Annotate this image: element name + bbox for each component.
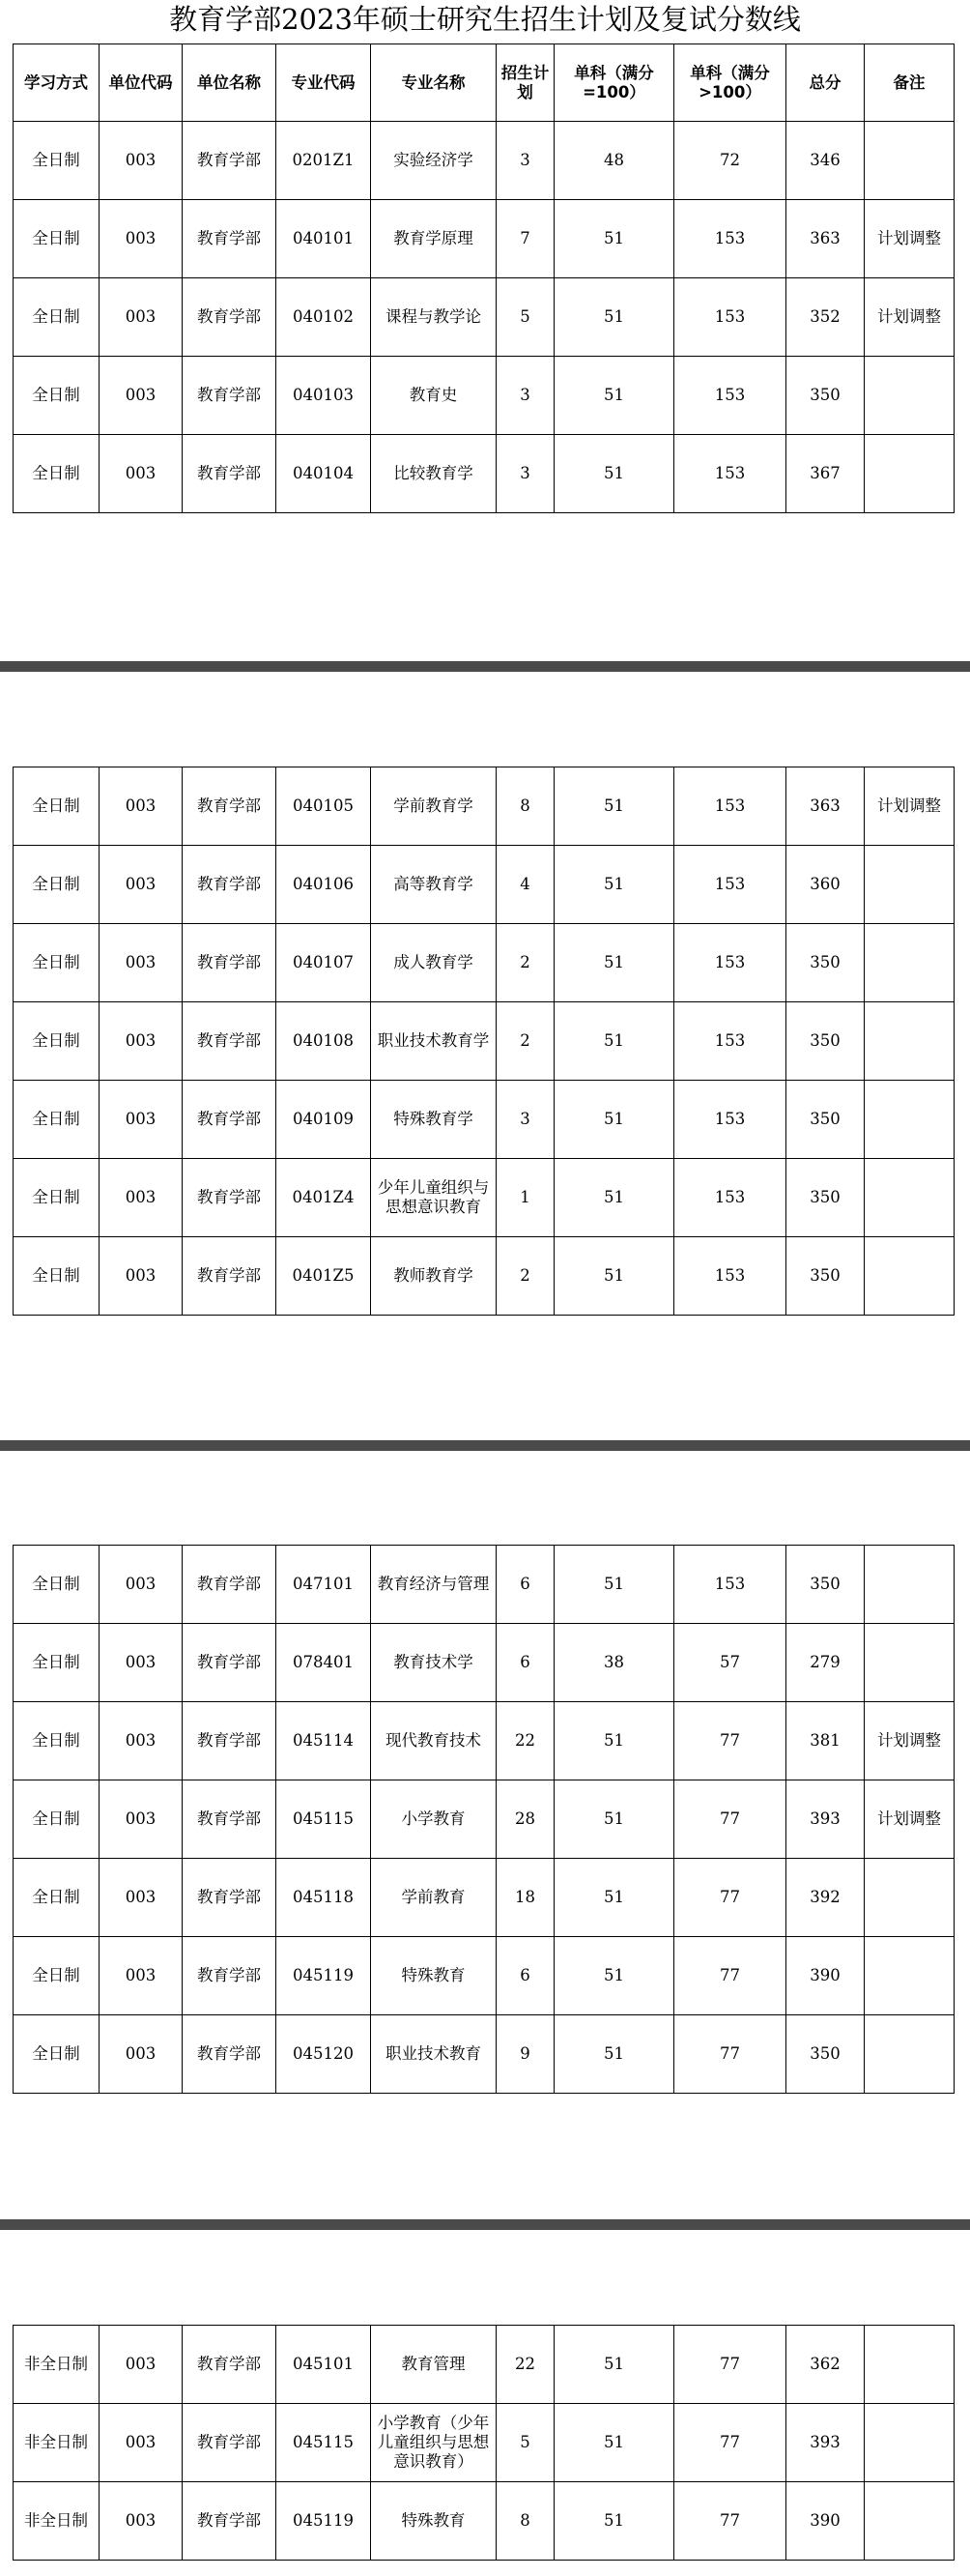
cell-unit-code: 003: [100, 767, 183, 846]
cell-remarks: 计划调整: [865, 278, 955, 357]
cell-major-name: 职业技术教育学: [371, 1002, 497, 1081]
cell-enrollment-plan: 3: [497, 357, 555, 435]
cell-study-mode: 非全日制: [14, 2482, 100, 2561]
cell-unit-code: 003: [100, 2482, 183, 2561]
cell-study-mode: 全日制: [14, 435, 100, 513]
cell-major-name: 特殊教育: [371, 1937, 497, 2015]
header-single-subject-100: 单科（满分=100）: [555, 44, 674, 122]
table-row: [14, 278, 955, 357]
table-row: [14, 2482, 955, 2561]
cell-unit-name: 教育学部: [183, 2015, 276, 2094]
cell-unit-code: 003: [100, 1937, 183, 2015]
cell-single-subject-over-100: 153: [674, 200, 786, 278]
cell-unit-code: 003: [100, 435, 183, 513]
cell-total-score: 363: [786, 767, 865, 846]
table-row: [14, 1002, 955, 1081]
cell-unit-name: 教育学部: [183, 2404, 276, 2482]
cell-unit-name: 教育学部: [183, 1859, 276, 1937]
header-major-name: 专业名称: [371, 44, 497, 122]
cell-total-score: 346: [786, 122, 865, 200]
cell-remarks: [865, 2404, 955, 2482]
cell-major-name: 小学教育（少年儿童组织与思想意识教育）: [371, 2404, 497, 2482]
cell-unit-name: 教育学部: [183, 1546, 276, 1624]
cell-study-mode: 全日制: [14, 2015, 100, 2094]
cell-enrollment-plan: 18: [497, 1859, 555, 1937]
cell-single-subject-100: 51: [555, 1780, 674, 1859]
cell-enrollment-plan: 1: [497, 1159, 555, 1237]
cell-remarks: [865, 1859, 955, 1937]
cell-major-name: 少年儿童组织与思想意识教育: [371, 1159, 497, 1237]
table-row: [14, 357, 955, 435]
table-row: [14, 200, 955, 278]
cell-unit-name: 教育学部: [183, 1002, 276, 1081]
cell-study-mode: 全日制: [14, 846, 100, 924]
cell-unit-code: 003: [100, 1780, 183, 1859]
cell-study-mode: 全日制: [14, 1702, 100, 1780]
cell-major-code: 045101: [276, 2326, 371, 2404]
cell-study-mode: 非全日制: [14, 2404, 100, 2482]
cell-remarks: [865, 1546, 955, 1624]
cell-enrollment-plan: 8: [497, 767, 555, 846]
cell-unit-code: 003: [100, 1002, 183, 1081]
cell-major-name: 教育学原理: [371, 200, 497, 278]
cell-study-mode: 全日制: [14, 1237, 100, 1316]
table-row: [14, 2015, 955, 2094]
cell-single-subject-over-100: 153: [674, 846, 786, 924]
cell-single-subject-100: 51: [555, 1081, 674, 1159]
header-major-code: 专业代码: [276, 44, 371, 122]
table-row: [14, 846, 955, 924]
cell-total-score: 352: [786, 278, 865, 357]
cell-total-score: 350: [786, 357, 865, 435]
page-title: 教育学部2023年硕士研究生招生计划及复试分数线: [169, 3, 801, 36]
cell-single-subject-over-100: 153: [674, 278, 786, 357]
cell-major-name: 比较教育学: [371, 435, 497, 513]
cell-study-mode: 全日制: [14, 278, 100, 357]
page-separator: [0, 1440, 970, 1451]
cell-total-score: 350: [786, 1546, 865, 1624]
cell-single-subject-100: 51: [555, 1859, 674, 1937]
cell-major-code: 040101: [276, 200, 371, 278]
cell-unit-name: 教育学部: [183, 1159, 276, 1237]
cell-single-subject-over-100: 153: [674, 767, 786, 846]
cell-single-subject-100: 51: [555, 924, 674, 1002]
header-unit-name: 单位名称: [183, 44, 276, 122]
table-row: [14, 1546, 955, 1624]
cell-unit-code: 003: [100, 1859, 183, 1937]
admission-table-page-3: [13, 1545, 955, 2094]
table-row: [14, 1937, 955, 2015]
cell-single-subject-over-100: 153: [674, 924, 786, 1002]
table-row: [14, 1859, 955, 1937]
cell-remarks: [865, 435, 955, 513]
cell-single-subject-over-100: 153: [674, 357, 786, 435]
cell-unit-code: 003: [100, 2015, 183, 2094]
cell-single-subject-over-100: 77: [674, 1702, 786, 1780]
cell-unit-code: 003: [100, 1546, 183, 1624]
cell-single-subject-100: 51: [555, 435, 674, 513]
cell-remarks: 计划调整: [865, 767, 955, 846]
cell-unit-name: 教育学部: [183, 1780, 276, 1859]
cell-remarks: [865, 2326, 955, 2404]
header-total-score: 总分: [786, 44, 865, 122]
cell-remarks: 计划调整: [865, 1702, 955, 1780]
cell-major-code: 0401Z5: [276, 1237, 371, 1316]
cell-major-name: 现代教育技术: [371, 1702, 497, 1780]
cell-total-score: 363: [786, 200, 865, 278]
header-single-subject-over-100: 单科（满分>100）: [674, 44, 786, 122]
cell-enrollment-plan: 4: [497, 846, 555, 924]
cell-single-subject-over-100: 77: [674, 2015, 786, 2094]
cell-enrollment-plan: 6: [497, 1624, 555, 1702]
cell-enrollment-plan: 6: [497, 1937, 555, 2015]
cell-total-score: 393: [786, 2404, 865, 2482]
cell-major-name: 教育经济与管理: [371, 1546, 497, 1624]
cell-enrollment-plan: 3: [497, 122, 555, 200]
cell-major-code: 045120: [276, 2015, 371, 2094]
table-row: [14, 767, 955, 846]
cell-unit-code: 003: [100, 200, 183, 278]
table-row: [14, 1237, 955, 1316]
cell-unit-name: 教育学部: [183, 1624, 276, 1702]
cell-total-score: 381: [786, 1702, 865, 1780]
cell-unit-name: 教育学部: [183, 2482, 276, 2561]
cell-study-mode: 全日制: [14, 1002, 100, 1081]
cell-single-subject-over-100: 77: [674, 2482, 786, 2561]
cell-major-name: 教育史: [371, 357, 497, 435]
table-row: [14, 1780, 955, 1859]
cell-major-code: 045119: [276, 1937, 371, 2015]
cell-remarks: [865, 846, 955, 924]
cell-unit-name: 教育学部: [183, 846, 276, 924]
cell-single-subject-over-100: 72: [674, 122, 786, 200]
cell-unit-name: 教育学部: [183, 1937, 276, 2015]
cell-unit-name: 教育学部: [183, 122, 276, 200]
cell-major-code: 040103: [276, 357, 371, 435]
cell-total-score: 393: [786, 1780, 865, 1859]
cell-single-subject-100: 51: [555, 1159, 674, 1237]
header-enrollment-plan: 招生计划: [497, 44, 555, 122]
cell-enrollment-plan: 9: [497, 2015, 555, 2094]
cell-major-name: 教育技术学: [371, 1624, 497, 1702]
cell-study-mode: 全日制: [14, 1546, 100, 1624]
cell-remarks: [865, 1624, 955, 1702]
cell-major-name: 特殊教育: [371, 2482, 497, 2561]
cell-major-code: 040108: [276, 1002, 371, 1081]
cell-study-mode: 全日制: [14, 1937, 100, 2015]
cell-enrollment-plan: 7: [497, 200, 555, 278]
cell-major-name: 教育管理: [371, 2326, 497, 2404]
cell-single-subject-over-100: 153: [674, 1546, 786, 1624]
table-header-row: [14, 44, 955, 122]
cell-remarks: [865, 2015, 955, 2094]
cell-unit-name: 教育学部: [183, 924, 276, 1002]
cell-remarks: [865, 1081, 955, 1159]
cell-unit-code: 003: [100, 357, 183, 435]
admission-table-page-1: [13, 43, 955, 513]
table-row: [14, 435, 955, 513]
cell-single-subject-over-100: 153: [674, 1237, 786, 1316]
cell-major-code: 045114: [276, 1702, 371, 1780]
cell-unit-name: 教育学部: [183, 767, 276, 846]
cell-study-mode: 全日制: [14, 1081, 100, 1159]
cell-unit-name: 教育学部: [183, 357, 276, 435]
cell-total-score: 360: [786, 846, 865, 924]
cell-single-subject-100: 51: [555, 278, 674, 357]
cell-single-subject-100: 51: [555, 2482, 674, 2561]
cell-total-score: 350: [786, 1002, 865, 1081]
table-row: [14, 122, 955, 200]
cell-single-subject-100: 51: [555, 767, 674, 846]
cell-single-subject-100: 51: [555, 1002, 674, 1081]
cell-major-name: 学前教育: [371, 1859, 497, 1937]
cell-unit-code: 003: [100, 1159, 183, 1237]
header-unit-code: 单位代码: [100, 44, 183, 122]
cell-remarks: [865, 924, 955, 1002]
cell-unit-code: 003: [100, 924, 183, 1002]
cell-remarks: [865, 357, 955, 435]
cell-single-subject-100: 51: [555, 2404, 674, 2482]
cell-major-name: 成人教育学: [371, 924, 497, 1002]
cell-single-subject-100: 51: [555, 846, 674, 924]
cell-enrollment-plan: 28: [497, 1780, 555, 1859]
cell-remarks: [865, 2482, 955, 2561]
cell-single-subject-over-100: 77: [674, 1937, 786, 2015]
cell-major-name: 教师教育学: [371, 1237, 497, 1316]
cell-major-code: 0201Z1: [276, 122, 371, 200]
table-row: [14, 1159, 955, 1237]
table-row: [14, 1702, 955, 1780]
cell-major-code: 040106: [276, 846, 371, 924]
cell-single-subject-100: 48: [555, 122, 674, 200]
cell-unit-code: 003: [100, 1624, 183, 1702]
table-row: [14, 924, 955, 1002]
cell-single-subject-100: 51: [555, 2326, 674, 2404]
cell-major-code: 045115: [276, 2404, 371, 2482]
cell-major-code: 040109: [276, 1081, 371, 1159]
cell-single-subject-over-100: 153: [674, 1002, 786, 1081]
cell-single-subject-100: 51: [555, 357, 674, 435]
cell-single-subject-100: 51: [555, 1237, 674, 1316]
cell-major-code: 040104: [276, 435, 371, 513]
cell-total-score: 350: [786, 1159, 865, 1237]
header-study-mode: 学习方式: [14, 44, 100, 122]
cell-single-subject-100: 51: [555, 1546, 674, 1624]
cell-major-code: 045118: [276, 1859, 371, 1937]
cell-study-mode: 全日制: [14, 122, 100, 200]
cell-single-subject-over-100: 77: [674, 1859, 786, 1937]
cell-study-mode: 非全日制: [14, 2326, 100, 2404]
cell-major-code: 045119: [276, 2482, 371, 2561]
cell-major-code: 047101: [276, 1546, 371, 1624]
cell-enrollment-plan: 6: [497, 1546, 555, 1624]
cell-enrollment-plan: 2: [497, 1237, 555, 1316]
cell-unit-code: 003: [100, 122, 183, 200]
cell-unit-code: 003: [100, 1081, 183, 1159]
admission-table-page-4: [13, 2325, 955, 2561]
cell-major-name: 学前教育学: [371, 767, 497, 846]
cell-unit-code: 003: [100, 278, 183, 357]
cell-unit-code: 003: [100, 846, 183, 924]
cell-enrollment-plan: 22: [497, 1702, 555, 1780]
cell-remarks: [865, 1237, 955, 1316]
cell-remarks: [865, 1159, 955, 1237]
cell-single-subject-100: 51: [555, 1702, 674, 1780]
cell-enrollment-plan: 3: [497, 435, 555, 513]
cell-study-mode: 全日制: [14, 1624, 100, 1702]
cell-total-score: 390: [786, 2482, 865, 2561]
cell-major-code: 040105: [276, 767, 371, 846]
header-remarks: 备注: [865, 44, 955, 122]
table-row: [14, 2326, 955, 2404]
cell-enrollment-plan: 5: [497, 2404, 555, 2482]
cell-single-subject-over-100: 153: [674, 1081, 786, 1159]
cell-total-score: 362: [786, 2326, 865, 2404]
cell-unit-name: 教育学部: [183, 200, 276, 278]
cell-major-name: 实验经济学: [371, 122, 497, 200]
cell-single-subject-100: 51: [555, 2015, 674, 2094]
admission-table-page-2: [13, 767, 955, 1316]
cell-single-subject-100: 38: [555, 1624, 674, 1702]
cell-enrollment-plan: 2: [497, 1002, 555, 1081]
cell-total-score: 350: [786, 1237, 865, 1316]
cell-major-code: 040107: [276, 924, 371, 1002]
cell-study-mode: 全日制: [14, 1780, 100, 1859]
cell-major-name: 高等教育学: [371, 846, 497, 924]
cell-single-subject-100: 51: [555, 1937, 674, 2015]
cell-study-mode: 全日制: [14, 357, 100, 435]
page-separator: [0, 661, 970, 672]
cell-major-code: 040102: [276, 278, 371, 357]
cell-single-subject-100: 51: [555, 200, 674, 278]
cell-study-mode: 全日制: [14, 924, 100, 1002]
cell-major-code: 078401: [276, 1624, 371, 1702]
cell-study-mode: 全日制: [14, 767, 100, 846]
cell-unit-code: 003: [100, 2404, 183, 2482]
cell-remarks: [865, 122, 955, 200]
cell-study-mode: 全日制: [14, 1859, 100, 1937]
cell-enrollment-plan: 22: [497, 2326, 555, 2404]
page-separator: [0, 2219, 970, 2230]
cell-total-score: 350: [786, 924, 865, 1002]
cell-enrollment-plan: 2: [497, 924, 555, 1002]
table-row: [14, 1081, 955, 1159]
cell-remarks: [865, 1937, 955, 2015]
cell-unit-name: 教育学部: [183, 1237, 276, 1316]
cell-single-subject-over-100: 57: [674, 1624, 786, 1702]
table-row: [14, 1624, 955, 1702]
cell-unit-name: 教育学部: [183, 1702, 276, 1780]
cell-single-subject-over-100: 77: [674, 1780, 786, 1859]
cell-study-mode: 全日制: [14, 1159, 100, 1237]
table-row: [14, 2404, 955, 2482]
cell-major-code: 0401Z4: [276, 1159, 371, 1237]
cell-major-name: 小学教育: [371, 1780, 497, 1859]
cell-single-subject-over-100: 153: [674, 1159, 786, 1237]
cell-total-score: 350: [786, 1081, 865, 1159]
cell-major-name: 课程与教学论: [371, 278, 497, 357]
cell-total-score: 350: [786, 2015, 865, 2094]
cell-unit-name: 教育学部: [183, 278, 276, 357]
cell-major-name: 职业技术教育: [371, 2015, 497, 2094]
cell-total-score: 390: [786, 1937, 865, 2015]
cell-unit-code: 003: [100, 1237, 183, 1316]
cell-major-name: 特殊教育学: [371, 1081, 497, 1159]
cell-study-mode: 全日制: [14, 200, 100, 278]
cell-unit-code: 003: [100, 2326, 183, 2404]
cell-unit-code: 003: [100, 1702, 183, 1780]
cell-total-score: 392: [786, 1859, 865, 1937]
cell-total-score: 367: [786, 435, 865, 513]
cell-unit-name: 教育学部: [183, 435, 276, 513]
cell-total-score: 279: [786, 1624, 865, 1702]
cell-unit-name: 教育学部: [183, 1081, 276, 1159]
cell-remarks: [865, 1002, 955, 1081]
cell-enrollment-plan: 8: [497, 2482, 555, 2561]
cell-single-subject-over-100: 77: [674, 2404, 786, 2482]
cell-single-subject-over-100: 77: [674, 2326, 786, 2404]
cell-enrollment-plan: 3: [497, 1081, 555, 1159]
cell-single-subject-over-100: 153: [674, 435, 786, 513]
cell-major-code: 045115: [276, 1780, 371, 1859]
cell-enrollment-plan: 5: [497, 278, 555, 357]
cell-remarks: 计划调整: [865, 200, 955, 278]
cell-unit-name: 教育学部: [183, 2326, 276, 2404]
cell-remarks: 计划调整: [865, 1780, 955, 1859]
